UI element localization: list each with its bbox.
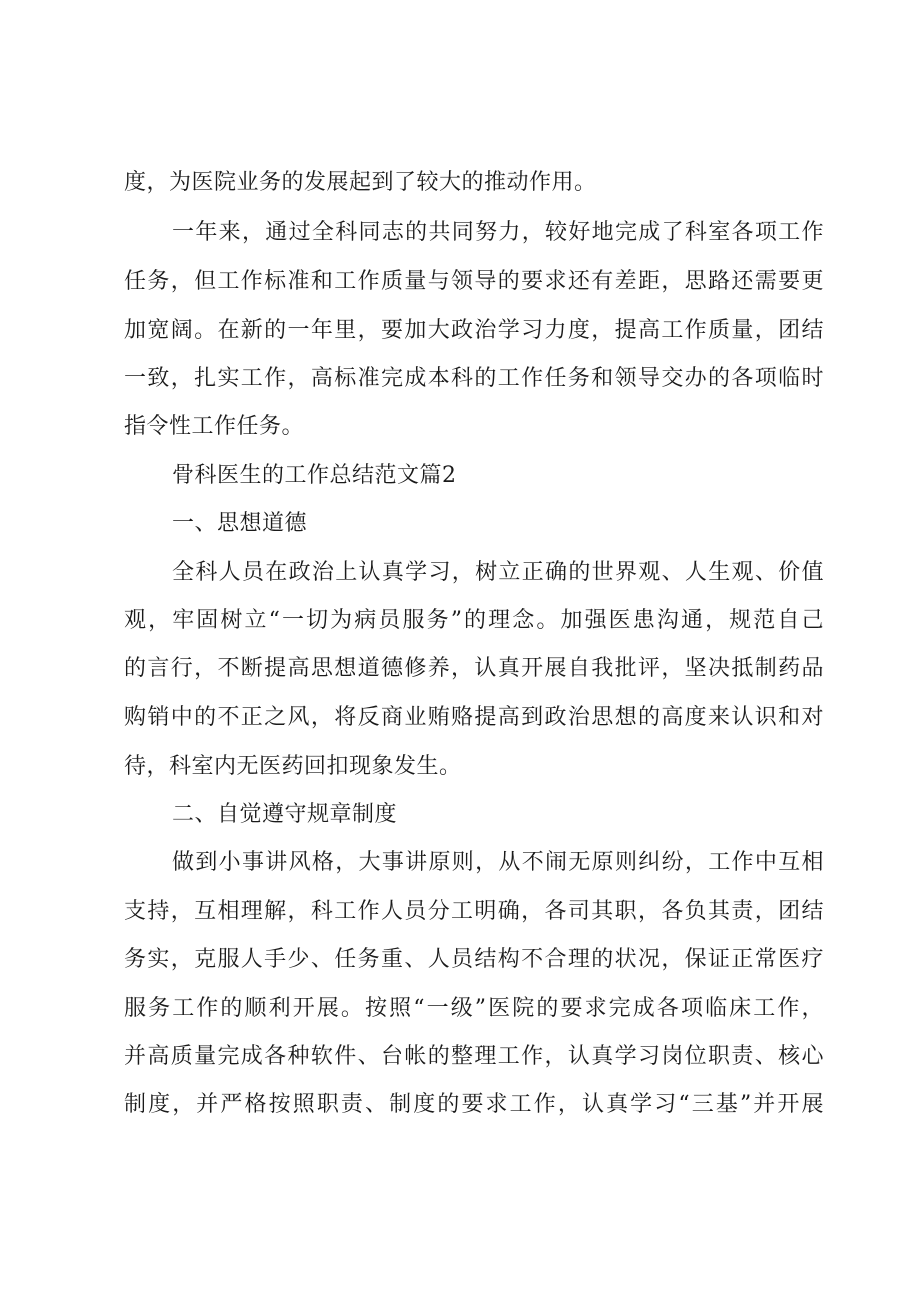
paragraph-line: 观，牢固树立“一切为病员服务”的理念。加强医患沟通，规范自己 [124,608,824,633]
paragraph-line: 加宽阔。在新的一年里，要加大政治学习力度，提高工作质量，团结 [124,318,824,343]
paragraph-line: 并高质量完成各种软件、台帐的整理工作，认真学习岗位职责、核心 [124,1044,824,1069]
paragraph-line: 的言行，不断提高思想道德修养，认真开展自我批评，坚决抵制药品 [124,656,824,681]
paragraph-line: 待，科室内无医药回扣现象发生。 [124,754,462,779]
section-title: 骨科医生的工作总结范文篇2 [172,463,457,488]
section-heading: 一、思想道德 [172,511,308,536]
paragraph-line: 购销中的不正之风，将反商业贿赂提高到政治思想的高度来认识和对 [124,705,824,730]
section-heading: 二、自觉遵守规章制度 [172,802,398,827]
paragraph-line: 一年来，通过全科同志的共同努力，较好地完成了科室各项工作 [172,220,824,245]
paragraph-line: 服务工作的顺利开展。按照“一级”医院的要求完成各项临床工作， [124,996,824,1021]
paragraph-line: 制度，并严格按照职责、制度的要求工作，认真学习“三基”并开展 [124,1092,824,1117]
paragraph-line: 任务，但工作标准和工作质量与领导的要求还有差距，思路还需要更 [124,269,824,294]
paragraph-line: 支持，互相理解，科工作人员分工明确，各司其职，各负其责，团结 [124,899,824,924]
paragraph-line: 全科人员在政治上认真学习，树立正确的世界观、人生观、价值 [172,560,824,585]
paragraph-line: 做到小事讲风格，大事讲原则，从不闹无原则纠纷，工作中互相 [172,850,824,875]
paragraph-line: 度，为医院业务的发展起到了较大的推动作用。 [124,170,597,195]
paragraph-line: 指令性工作任务。 [124,414,305,439]
paragraph-line: 一致，扎实工作，高标准完成本科的工作任务和领导交办的各项临时 [124,366,824,391]
paragraph-line: 务实，克服人手少、任务重、人员结构不合理的状况，保证正常医疗 [124,947,824,972]
